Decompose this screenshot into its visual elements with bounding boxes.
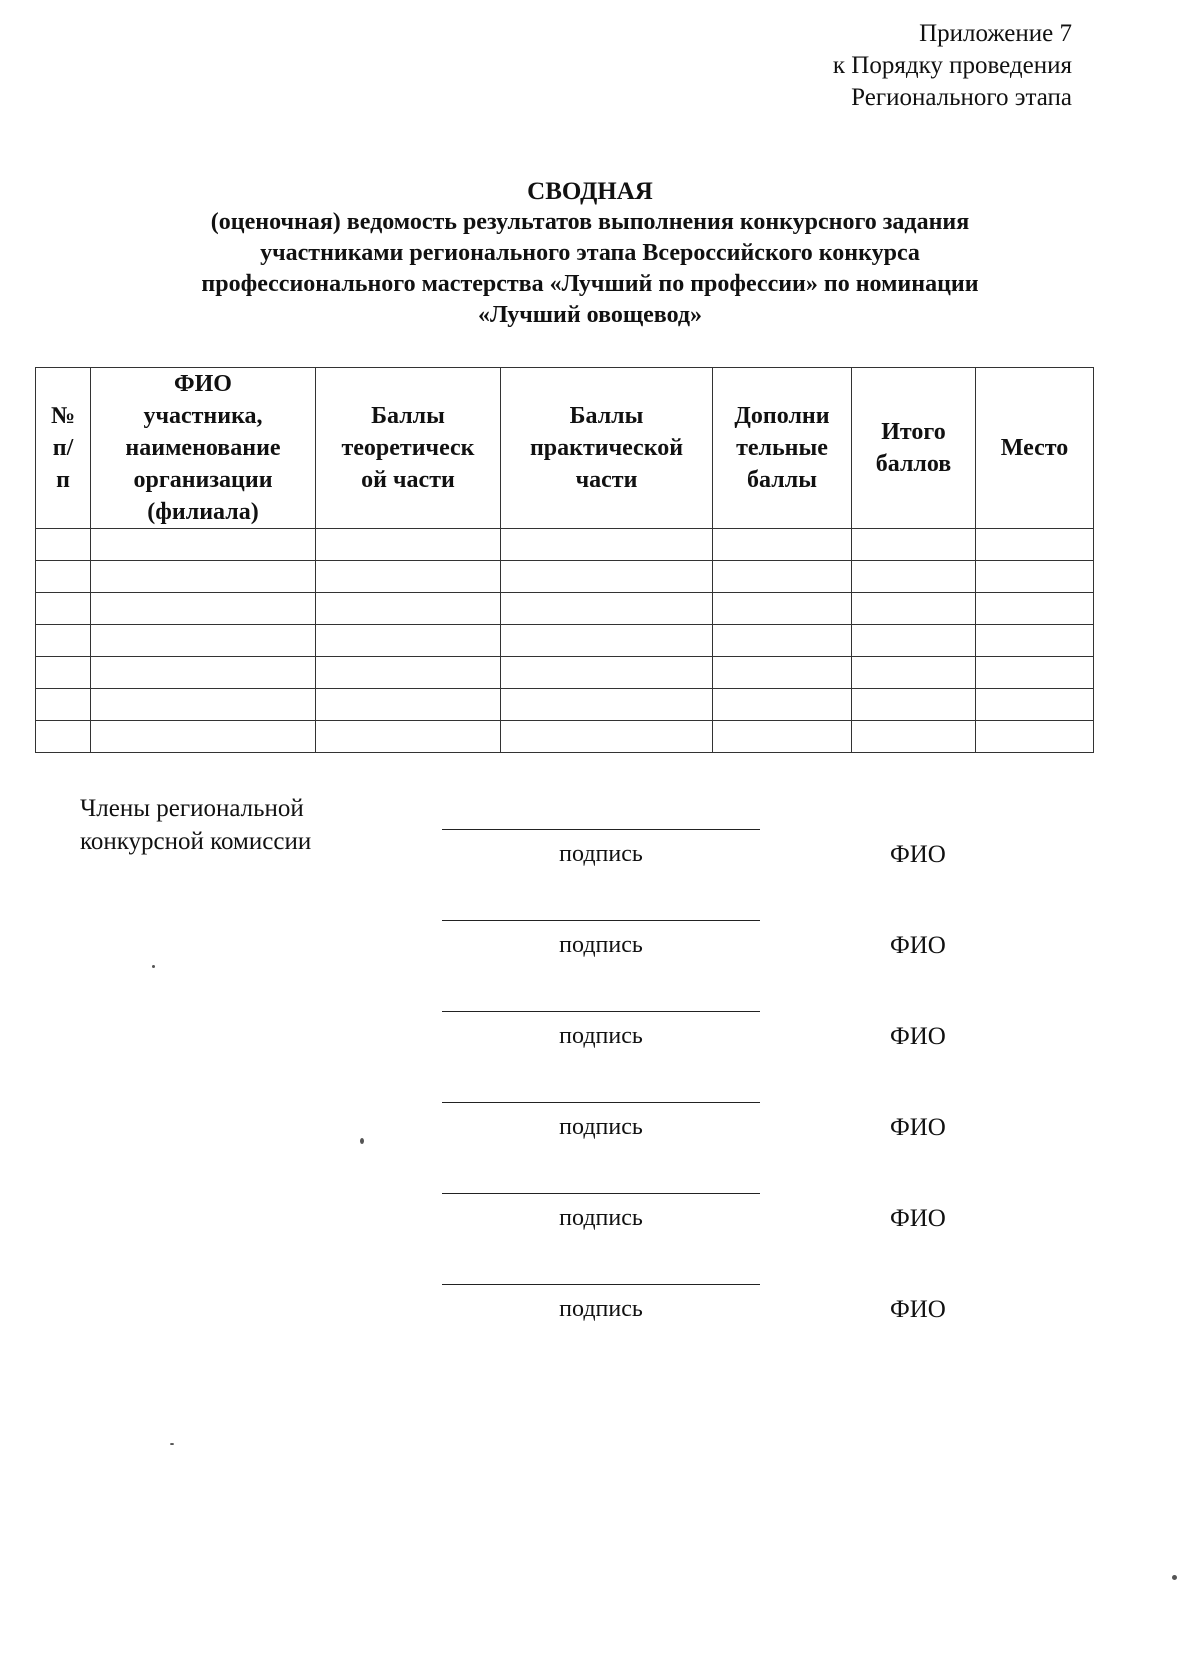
signature-line (442, 920, 760, 921)
appendix-note (833, 18, 1072, 114)
column-header-line: ой части (361, 467, 455, 493)
appendix-line: Регионального этапа (851, 84, 1072, 111)
table-row (36, 561, 1094, 593)
column-header (852, 368, 976, 529)
commission-line: конкурсной комиссии (80, 828, 312, 855)
table-cell (713, 625, 852, 657)
title-line: (оценочная) ведомость результатов выполнения конкурсного задания (210, 209, 970, 235)
signature-caption: подпись (559, 1205, 643, 1231)
column-header-line: Место (1000, 435, 1069, 461)
column-header-line: организации (133, 467, 273, 493)
table-cell (713, 529, 852, 561)
table-cell (91, 529, 316, 561)
fio-caption: ФИО (890, 1114, 946, 1141)
table-cell (501, 561, 713, 593)
column-header-line: наименование (125, 435, 281, 461)
column-header (36, 368, 91, 529)
title-line: профессионального мастерства «Лучший по профессии» по номинации (201, 271, 979, 297)
table-cell (316, 561, 501, 593)
signature-caption: подпись (559, 932, 643, 958)
column-header (316, 368, 501, 529)
table-cell (36, 593, 91, 625)
table-cell (501, 689, 713, 721)
table-cell (713, 657, 852, 689)
signature-line (442, 1102, 760, 1103)
table-cell (713, 689, 852, 721)
fio-caption: ФИО (890, 1205, 946, 1232)
column-header-line: Итого (881, 419, 946, 445)
table-cell (852, 593, 976, 625)
title-main: СВОДНАЯ (527, 178, 653, 205)
signature-row (0, 1284, 1200, 1344)
title-line: участниками регионального этапа Всероссийского конкурса (260, 240, 920, 266)
table-cell (36, 721, 91, 753)
table-cell (852, 625, 976, 657)
signature-row (0, 920, 1200, 980)
table-cell (976, 657, 1094, 689)
table-row (36, 721, 1094, 753)
scan-speck (360, 1138, 364, 1144)
table-cell (91, 689, 316, 721)
column-header-line: баллы (747, 467, 817, 493)
table-cell (316, 689, 501, 721)
scan-speck (170, 1443, 174, 1445)
signature-row (0, 1193, 1200, 1253)
commission-line: Члены региональной (80, 795, 304, 822)
table-cell (91, 721, 316, 753)
signature-row (0, 1011, 1200, 1071)
signature-line (442, 829, 760, 830)
column-header-line: теоретическ (341, 435, 475, 461)
table-cell (91, 593, 316, 625)
signature-caption: подпись (559, 1114, 643, 1140)
signature-line (442, 1011, 760, 1012)
signature-caption: подпись (559, 841, 643, 867)
column-header-line: Баллы (371, 403, 445, 429)
column-header-line: практической (529, 435, 684, 461)
table-cell (852, 529, 976, 561)
table-cell (316, 721, 501, 753)
fio-caption: ФИО (890, 841, 946, 868)
table-cell (976, 689, 1094, 721)
signature-caption: подпись (559, 1023, 643, 1049)
results-table (35, 367, 1094, 753)
signature-caption: подпись (559, 1296, 643, 1322)
signature-line (442, 1193, 760, 1194)
scan-speck (1172, 1575, 1177, 1580)
fio-caption: ФИО (890, 932, 946, 959)
table-cell (36, 657, 91, 689)
table-cell (713, 593, 852, 625)
table-cell (91, 625, 316, 657)
table-cell (976, 721, 1094, 753)
column-header-line: Дополни (734, 403, 830, 429)
table-cell (36, 689, 91, 721)
table-row (36, 593, 1094, 625)
table-cell (501, 593, 713, 625)
table-header-row (36, 368, 1094, 529)
title-line: «Лучший овощевод» (477, 302, 703, 328)
table-cell (316, 593, 501, 625)
table-row (36, 689, 1094, 721)
table-row (36, 657, 1094, 689)
table-cell (852, 721, 976, 753)
table-cell (316, 657, 501, 689)
column-header (976, 368, 1094, 529)
table-cell (501, 657, 713, 689)
table-cell (852, 689, 976, 721)
fio-caption: ФИО (890, 1023, 946, 1050)
column-header-line: п/ (52, 435, 74, 461)
column-header-line: № (50, 403, 76, 429)
table-cell (36, 529, 91, 561)
table-cell (36, 561, 91, 593)
table-cell (976, 561, 1094, 593)
fio-caption: ФИО (890, 1296, 946, 1323)
signature-row (0, 829, 1200, 889)
appendix-line: Приложение 7 (919, 20, 1072, 47)
scan-speck (152, 965, 155, 968)
column-header-line: участника, (143, 403, 263, 429)
table-cell (976, 593, 1094, 625)
column-header-line: Баллы (569, 403, 644, 429)
document-title (120, 176, 1060, 331)
table-cell (976, 529, 1094, 561)
table-row (36, 529, 1094, 561)
table-cell (91, 561, 316, 593)
appendix-line: к Порядку проведения (832, 52, 1072, 79)
table-row (36, 625, 1094, 657)
table-cell (976, 625, 1094, 657)
column-header (501, 368, 713, 529)
table-cell (316, 625, 501, 657)
table-cell (36, 625, 91, 657)
column-header (713, 368, 852, 529)
column-header-line: части (575, 467, 638, 493)
column-header-line: ФИО (174, 371, 232, 397)
table-cell (501, 721, 713, 753)
column-header-line: п (56, 467, 70, 493)
table-cell (501, 529, 713, 561)
table-cell (852, 561, 976, 593)
signature-line (442, 1284, 760, 1285)
table-cell (852, 657, 976, 689)
column-header (91, 368, 316, 529)
table-cell (91, 657, 316, 689)
table-cell (501, 625, 713, 657)
signature-row (0, 1102, 1200, 1162)
table-body (36, 529, 1094, 753)
table-cell (713, 721, 852, 753)
column-header-line: (филиала) (147, 499, 259, 525)
column-header-line: тельные (736, 435, 828, 461)
column-header-line: баллов (875, 451, 952, 477)
table-cell (713, 561, 852, 593)
table-cell (316, 529, 501, 561)
